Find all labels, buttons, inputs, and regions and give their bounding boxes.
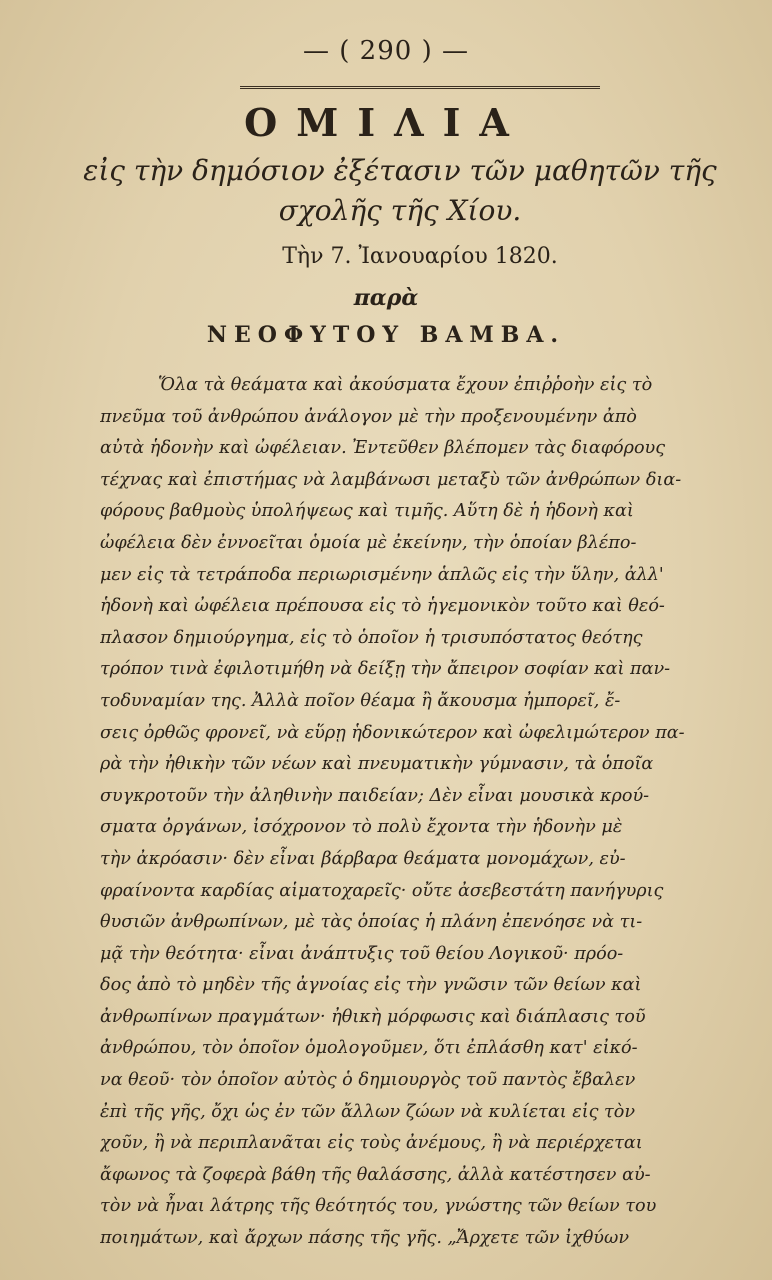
text-line: τὸν νὰ ἦναι λάτρης τῆς θεότητός του, γνώστης τῶν θείων του (100, 1196, 657, 1217)
text-line: χοῦν, ἢ νὰ περιπλανᾶται εἰς τοὺς ἀνέμους, ἢ νὰ περιέρχεται (100, 1133, 643, 1154)
header-rule (240, 86, 600, 89)
date-line: Τὴν 7. Ἰανουαρίου 1820. (282, 244, 558, 269)
text-line: τὴν ἀκρόασιν· δὲν εἶναι βάρβαρα θεάματα μονομάχων, εὐ- (100, 848, 626, 869)
page-number: — ( 290 ) — (303, 36, 469, 66)
text-line: θυσιῶν ἀνθρωπίνων, μὲ τὰς ὁποίας ἡ πλάνη ἐπενόησε νὰ τι- (100, 912, 643, 933)
text-line: πλασον δημιούργημα, εἰς τὸ ὁποῖον ἡ τρισυπόστατος θεότης (100, 627, 643, 648)
text-line: τρόπον τινὰ ἐφιλοτιμήθη νὰ δείξῃ τὴν ἄπειρον σοφίαν καὶ παν- (100, 659, 671, 680)
text-line: ἄφωνος τὰ ζοφερὰ βάθη τῆς θαλάσσης, ἀλλὰ κατέστησεν αὐ- (100, 1164, 651, 1185)
text-line: ποιημάτων, καὶ ἄρχων πάσης τῆς γῆς. „Ἄρχετε τῶν ἰχθύων (100, 1228, 630, 1249)
text-line: ἀνθρώπου, τὸν ὁποῖον ὁμολογοῦμεν, ὅτι ἐπλάσθη κατ' εἰκό- (100, 1038, 638, 1059)
text-line: τέχνας καὶ ἐπιστήμας νὰ λαμβάνωσι μεταξὺ τῶν ἀνθρώπων δια- (100, 469, 682, 490)
body-text (100, 370, 740, 1255)
text-line: αὐτὰ ἡδονὴν καὶ ὠφέλειαν. Ἐντεῦθεν βλέπομεν τὰς διαφόρους (100, 438, 666, 459)
text-line: Ὅλα τὰ θεάματα καὶ ἀκούσματα ἔχουν ἐπιῤῥοὴν εἰς τὸ (158, 375, 653, 395)
subtitle-line-1: εἰς τὴν δημόσιον ἐξέτασιν τῶν μαθητῶν τῆς (83, 154, 717, 187)
text-line: φραίνοντα καρδίας αἱματοχαρεῖς· οὔτε ἀσεβεστάτη πανήγυρις (100, 880, 664, 901)
text-line: ἀνθρωπίνων πραγμάτων· ἠθικὴ μόρφωσις καὶ διάπλασις τοῦ (100, 1006, 646, 1027)
author-name: ΝΕΟΦΥΤΟΥ ΒΑΜΒΑ. (206, 322, 566, 348)
text-line: ἡδονὴ καὶ ὠφέλεια πρέπουσα εἰς τὸ ἡγεμονικὸν τοῦτο καὶ θεό- (100, 596, 665, 617)
subtitle-line-2: σχολῆς τῆς Χίου. (278, 194, 522, 227)
text-line: τοδυναμίαν της. Ἀλλὰ ποῖον θέαμα ἢ ἄκουσμα ἠμπορεῖ, ἔ- (100, 690, 621, 711)
text-line: ρὰ τὴν ἠθικὴν τῶν νέων καὶ πνευματικὴν γύμνασιν, τὰ ὁποῖα (100, 754, 654, 775)
text-line: ἐπὶ τῆς γῆς, ὄχι ὡς ἐν τῶν ἄλλων ζώων νὰ κυλίεται εἰς τὸν (100, 1101, 636, 1122)
page-title: ΟΜΙΛΙΑ (244, 100, 528, 145)
text-line: μεν εἰς τὰ τετράποδα περιωρισμένην ἁπλῶς εἰς τὴν ὕλην, ἀλλ' (100, 564, 664, 585)
text-line: σεις ὀρθῶς φρονεῖ, νὰ εὕρῃ ἡδονικώτερον καὶ ὠφελιμώτερον πα- (100, 722, 685, 743)
text-line: συγκροτοῦν τὴν ἀληθινὴν παιδείαν; Δὲν εἶναι μουσικὰ κρού- (100, 785, 650, 806)
text-line: φόρους βαθμοὺς ὑπολήψεως καὶ τιμῆς. Αὕτη δὲ ἡ ἡδονὴ καὶ (100, 501, 634, 522)
text-line: σματα ὀργάνων, ἰσόχρονον τὸ πολὺ ἔχοντα τὴν ἡδονὴν μὲ (100, 817, 623, 838)
text-line: δος ἀπὸ τὸ μηδὲν τῆς ἀγνοίας εἰς τὴν γνῶσιν τῶν θείων καὶ (100, 975, 642, 996)
text-line: να θεοῦ· τὸν ὁποῖον αὐτὸς ὁ δημιουργὸς τοῦ παντὸς ἔβαλεν (100, 1070, 636, 1091)
text-line: πνεῦμα τοῦ ἀνθρώπου ἀνάλογον μὲ τὴν προξενουμένην ἀπὸ (100, 406, 637, 427)
text-line: ὠφέλεια δὲν ἐννοεῖται ὁμοία μὲ ἐκείνην, τὴν ὁποίαν βλέπο- (100, 532, 637, 553)
byline-para: παρὰ (353, 285, 419, 311)
text-line: μᾷ τὴν θεότητα· εἶναι ἀνάπτυξις τοῦ θείου Λογικοῦ· πρόο- (100, 943, 624, 964)
